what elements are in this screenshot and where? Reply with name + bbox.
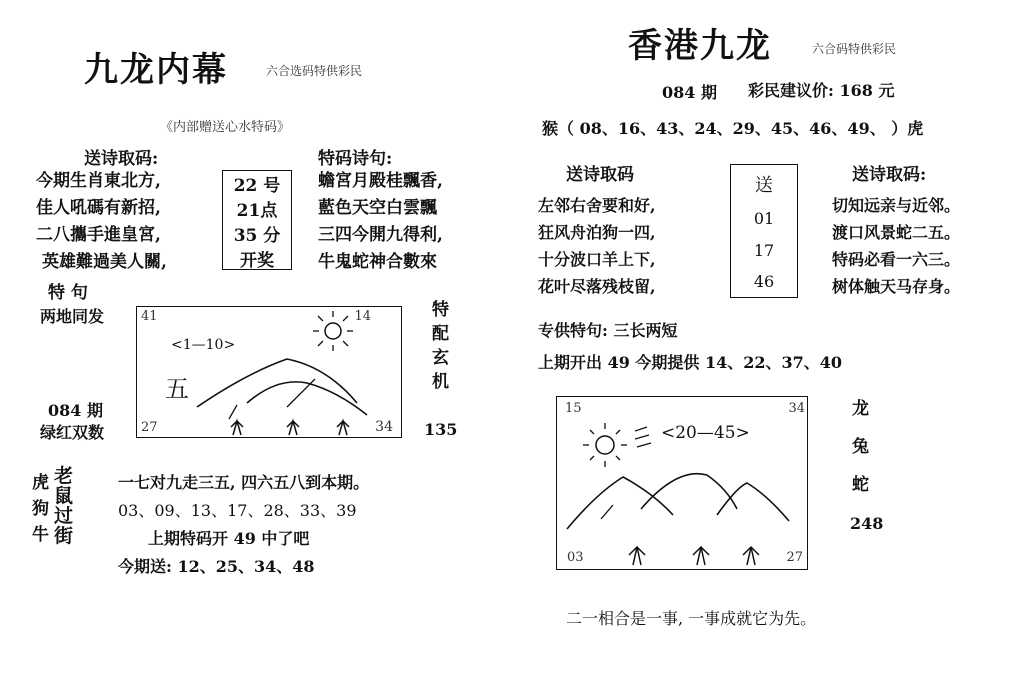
pic-num-bl: 27	[141, 420, 158, 435]
pic-glyph: 五	[165, 375, 189, 403]
texju-label: 特 句	[48, 283, 88, 303]
pic-num-tr: 14	[354, 309, 371, 324]
zodiac-left-col	[32, 470, 49, 548]
side-char: 蛇	[852, 475, 869, 495]
left-side-num: 135	[424, 420, 458, 439]
left-poem-heading: 送诗取码:	[84, 149, 159, 169]
right-poem-line: 树体触天马存身。	[832, 277, 961, 296]
left-tagline: 《内部赠送心水特码》	[160, 120, 291, 135]
zodiac-char: 过	[54, 505, 74, 527]
tema-line: 牛鬼蛇神合數來	[318, 252, 437, 272]
right-poem-heading-left: 送诗取码	[566, 165, 634, 185]
right-poem-line: 花叶尽落残枝留,	[538, 277, 656, 296]
right-issue: 084 期	[662, 83, 717, 102]
tema-heading: 特码诗句:	[318, 149, 393, 169]
side-char: 配	[432, 324, 449, 344]
sun-mountain-drawing	[557, 397, 807, 569]
pic-num-tr: 34	[788, 401, 805, 416]
texju-text: 两地同发	[40, 307, 105, 326]
left-title: 九龙内幕	[84, 50, 228, 90]
send-number: 17	[753, 240, 775, 260]
left-poem-line: 佳人吼碼有新招,	[36, 198, 161, 218]
zodiac-char: 鼠	[54, 485, 74, 507]
draw-hour: 21点	[236, 201, 278, 221]
left-poem-line: 二八攜手進皇宮,	[36, 225, 161, 245]
left-poem-line: 今期生肖東北方,	[36, 171, 161, 191]
pic-num-tl: 15	[565, 401, 582, 416]
tema-line: 三四今開九得利,	[318, 225, 443, 245]
right-poem-left	[538, 192, 656, 300]
right-poem-line: 切知远亲与近邻。	[832, 196, 961, 215]
left-line-4: 今期送: 12、25、34、48	[118, 557, 315, 576]
monkey-number-row: 猴（ 08、16、43、24、29、45、46、49、 ）虎	[542, 119, 924, 138]
left-issue-sub: 绿红双数	[40, 423, 105, 442]
pic-num-bl: 03	[567, 550, 584, 565]
side-char: 兔	[852, 437, 869, 457]
right-poem-heading-right: 送诗取码:	[852, 165, 927, 185]
side-char: 机	[432, 372, 449, 392]
right-poem-line: 左邻右舍要和好,	[538, 196, 656, 215]
tema-poem	[318, 168, 443, 276]
side-char: 龙	[852, 399, 869, 419]
left-subtitle: 六合选码特供彩民	[266, 64, 363, 78]
left-issue: 084 期	[48, 401, 103, 420]
draw-open: 开奖	[240, 251, 274, 271]
zodiac-char: 狗	[32, 499, 49, 519]
pic-num-br: 27	[786, 550, 803, 565]
side-char: 玄	[432, 348, 449, 368]
right-poem-line: 渡口风景蛇二五。	[832, 223, 961, 242]
left-line-2: 03、09、13、17、28、33、39	[118, 501, 357, 520]
left-line-1: 一七对九走三五, 四六五八到本期。	[118, 473, 370, 492]
zodiac-char: 街	[54, 525, 74, 547]
side-char: 特	[432, 300, 449, 320]
draw-date: 22 号	[233, 176, 281, 196]
left-line-3: 上期特码开 49 中了吧	[148, 529, 310, 548]
pic-range: <20—45>	[661, 423, 750, 443]
zodiac-mid-col	[54, 466, 73, 546]
right-title: 香港九龙	[628, 26, 772, 66]
right-poem-right	[832, 192, 960, 300]
send-number: 46	[753, 271, 775, 291]
send-label: 送	[755, 175, 773, 197]
right-price: 彩民建议价: 168 元	[748, 81, 895, 100]
right-footer: 二一相合是一事, 一事成就它为先。	[566, 609, 817, 628]
draw-minute: 35 分	[233, 226, 281, 246]
pic-range: <1—10>	[171, 337, 236, 353]
zodiac-char: 牛	[32, 525, 49, 545]
right-side-num: 248	[850, 514, 884, 533]
draw-time-box	[222, 170, 292, 270]
pic-num-tl: 41	[141, 309, 158, 324]
right-last-issue: 上期开出 49 今期提供 14、22、37、40	[538, 353, 843, 372]
right-poem-line: 特码必看一六三。	[832, 250, 961, 269]
zodiac-char: 虎	[32, 473, 49, 493]
left-side-vertical	[432, 298, 449, 394]
right-subtitle: 六合码特供彩民	[812, 42, 897, 56]
tema-line: 藍色天空白雲飄	[318, 198, 437, 218]
send-number-box	[730, 164, 798, 298]
send-number: 01	[753, 209, 775, 229]
right-poem-line: 狂风舟泊狗一四,	[538, 223, 656, 242]
zodiac-char: 老	[54, 465, 74, 487]
right-hint-picture	[556, 396, 808, 570]
sun-mountain-drawing	[137, 307, 401, 437]
pic-num-br: 34	[375, 419, 393, 435]
left-poem	[36, 168, 167, 276]
left-hint-picture	[136, 306, 402, 438]
tema-line: 蟾宮月殿桂飄香,	[318, 171, 443, 191]
right-special: 专供特句: 三长两短	[538, 321, 678, 340]
right-side-vertical	[852, 390, 869, 504]
left-poem-line: 英雄難過美人關,	[42, 252, 167, 272]
right-poem-line: 十分波口羊上下,	[538, 250, 656, 269]
